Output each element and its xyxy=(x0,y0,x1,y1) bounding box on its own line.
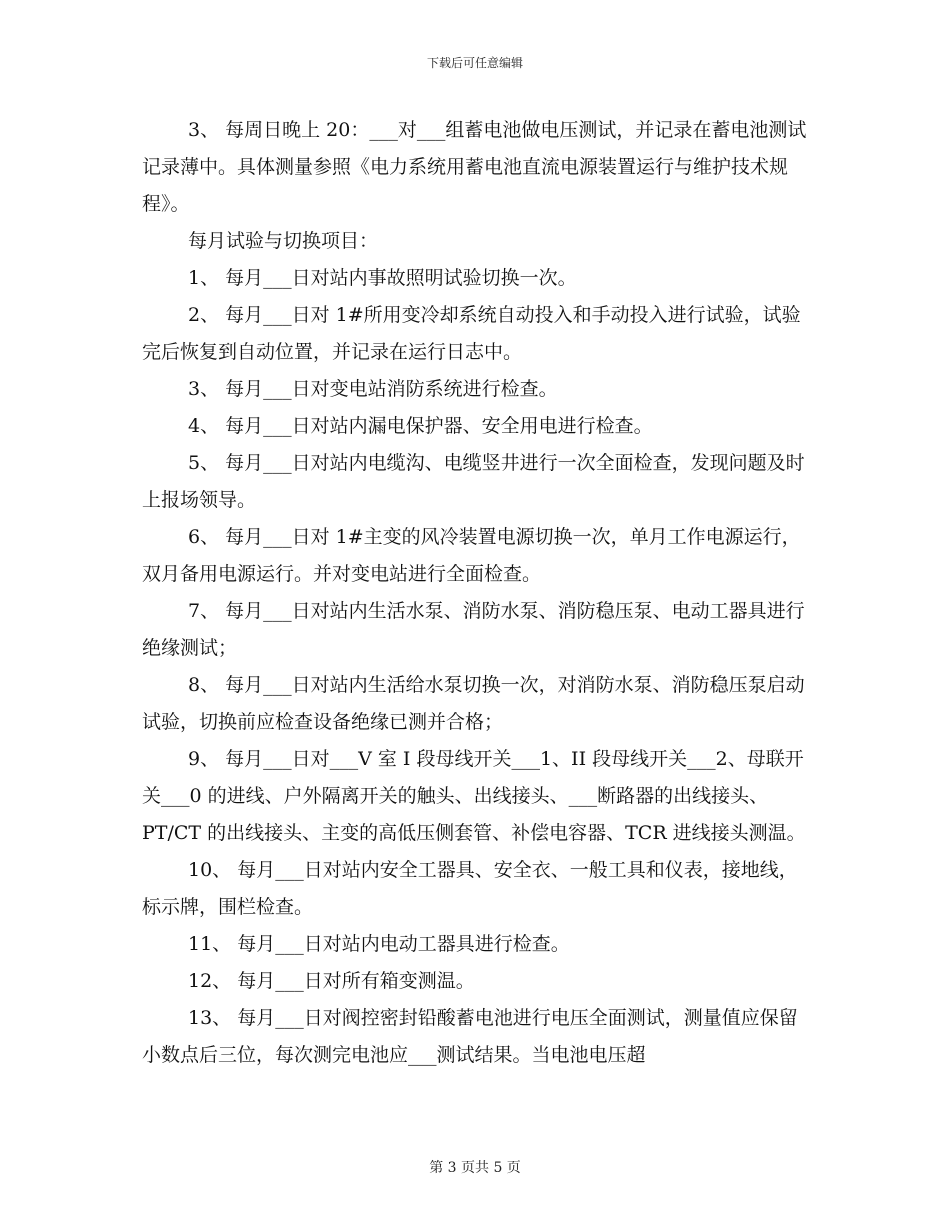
paragraph: 12、 每月___日对所有箱变测温。 xyxy=(188,970,475,992)
paragraph: 5、 每月___日对站内电缆沟、电缆竖井进行一次全面检查，发现问题及时上报场领导。 xyxy=(142,452,805,511)
section-heading: 每月试验与切换项目： xyxy=(188,230,379,252)
paragraph: 6、 每月___日对 1#主变的风冷装置电源切换一次，单月工作电源运行，双月备用电源运行。并对变电站进行全面检查。 xyxy=(142,526,801,585)
document-body xyxy=(142,112,812,1074)
paragraph: 8、 每月___日对站内生活给水泵切换一次，对消防水泵、消防稳压泵启动试验，切换前应检查设备绝缘已测并合格； xyxy=(142,674,805,733)
paragraph: 3、 每周日晚上 20：___对___组蓄电池做电压测试，并记录在蓄电池测试记录薄中。具体测量参照《电力系统用蓄电池直流电源装置运行与维护技术规程》。 xyxy=(142,119,807,215)
paragraph: 4、 每月___日对站内漏电保护器、安全用电进行检查。 xyxy=(188,415,653,437)
paragraph: 3、 每月___日对变电站消防系统进行检查。 xyxy=(188,378,558,400)
page-header: 下载后可任意编辑 xyxy=(426,56,523,70)
page-footer: 第 3 页共 5 页 xyxy=(429,1160,521,1176)
paragraph: 10、 每月___日对站内安全工器具、安全衣、一般工具和仪表，接地线，标示牌，围栏检查。 xyxy=(142,859,798,918)
paragraph: 13、 每月___日对阀控密封铅酸蓄电池进行电压全面测试，测量值应保留小数点后三位，每次测完电池应___测试结果。当电池电压超 xyxy=(142,1007,798,1066)
paragraph: 11、 每月___日对站内电动工器具进行检查。 xyxy=(188,933,570,955)
paragraph: 2、 每月___日对 1#所用变冷却系统自动投入和手动投入进行试验，试验完后恢复到自动位置，并记录在运行日志中。 xyxy=(142,304,801,363)
paragraph: 7、 每月___日对站内生活水泵、消防水泵、消防稳压泵、电动工器具进行绝缘测试； xyxy=(142,600,805,659)
paragraph: 1、 每月___日对站内事故照明试验切换一次。 xyxy=(188,267,577,289)
paragraph: 9、 每月___日对___V 室 I 段母线开关___1、II 段母线开关___2、母联开关___0 的进线、户外隔离开关的触头、出线接头、___断路器的出线接头、PT/CT 的出线接头、主变的高低压侧套管、补偿电容器、TCR 进线接头测温。 xyxy=(142,748,806,844)
